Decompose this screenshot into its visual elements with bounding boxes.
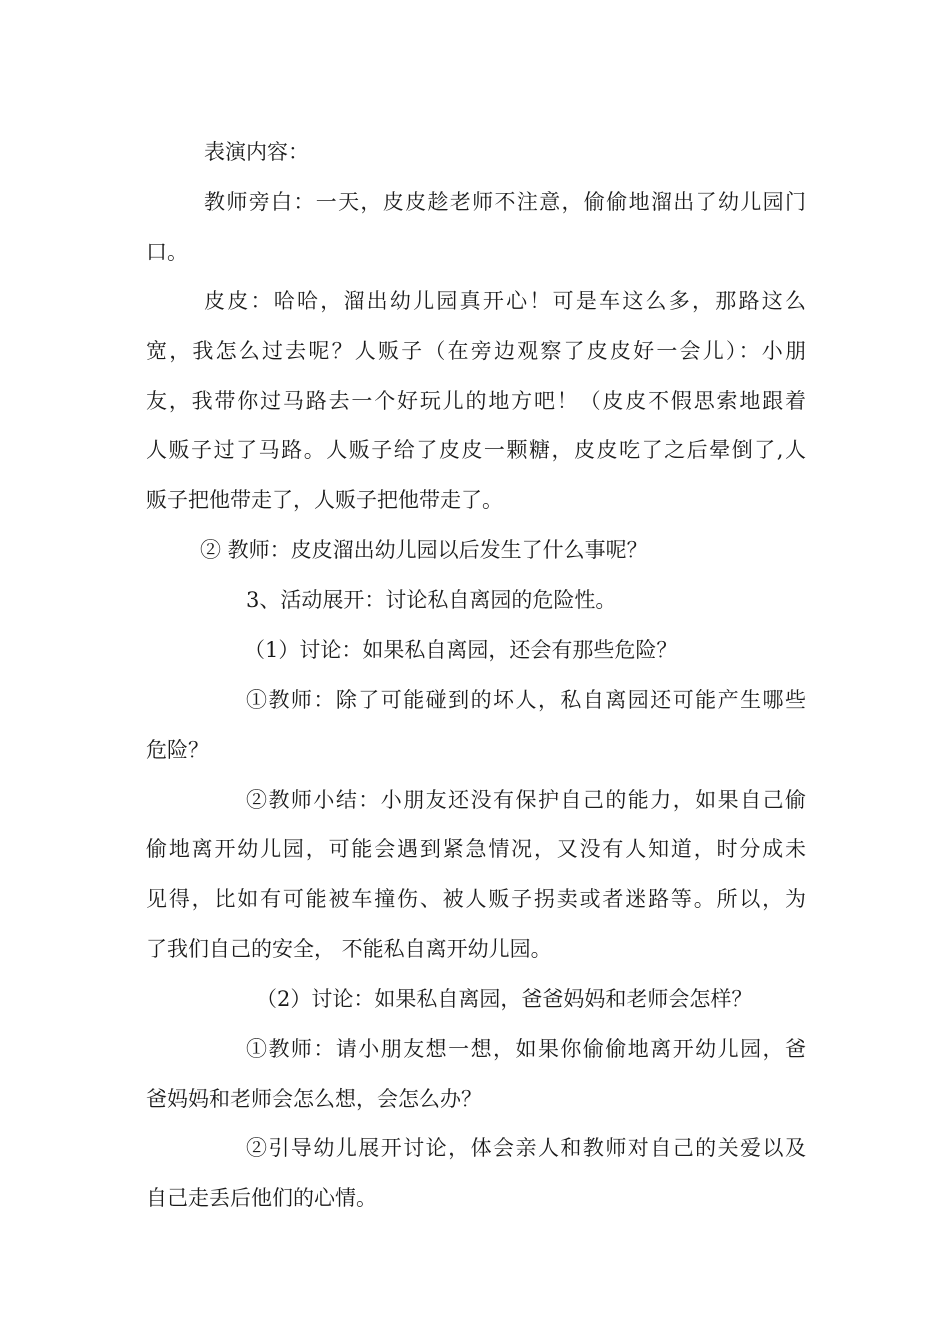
paragraph-line: 宽，我怎么过去呢？人贩子（在旁边观察了皮皮好一会儿）：小朋 <box>146 339 806 363</box>
section-heading: 3、活动展开：讨论私自离园的危险性。 <box>246 588 617 612</box>
paragraph-line: 了我们自己的安全， 不能私自离开幼儿园。 <box>146 937 552 961</box>
paragraph-line: 贩子把他带走了，人贩子把他带走了。 <box>146 488 503 512</box>
paragraph-line: 危险？ <box>146 738 209 762</box>
paragraph-line: ②引导幼儿展开讨论，体会亲人和教师对自己的关爱以及 <box>246 1136 806 1160</box>
paragraph-line: 人贩子过了马路。人贩子给了皮皮一颗糖，皮皮吃了之后晕倒了,人 <box>146 438 806 462</box>
paragraph-line: 见得，比如有可能被车撞伤、被人贩子拐卖或者迷路等。所以，为 <box>146 887 806 911</box>
paragraph-line: 自己走丢后他们的心情。 <box>146 1186 377 1210</box>
paragraph-line: 皮皮：哈哈，溜出幼儿园真开心！可是车这么多，那路这么 <box>204 289 806 313</box>
paragraph-line: ①教师：请小朋友想一想，如果你偷偷地离开幼儿园，爸 <box>246 1037 806 1061</box>
paragraph-line: ② 教师：皮皮溜出幼儿园以后发生了什么事呢？ <box>200 538 648 562</box>
paragraph-line: 友，我带你过马路去一个好玩儿的地方吧！（皮皮不假思索地跟着 <box>146 389 806 413</box>
subsection-heading: （2）讨论：如果私自离园，爸爸妈妈和老师会怎样？ <box>256 987 753 1011</box>
paragraph-line: 教师旁白：一天，皮皮趁老师不注意，偷偷地溜出了幼儿园门 <box>204 190 806 214</box>
paragraph-line: 爸妈妈和老师会怎么想，会怎么办？ <box>146 1087 482 1111</box>
paragraph-line: ①教师：除了可能碰到的坏人，私自离园还可能产生哪些 <box>246 688 806 712</box>
paragraph-line: ②教师小结：小朋友还没有保护自己的能力，如果自己偷 <box>246 788 806 812</box>
paragraph-line: 偷地离开幼儿园，可能会遇到紧急情况，又没有人知道，时分成未 <box>146 837 806 861</box>
section-heading: 表演内容： <box>204 140 309 164</box>
paragraph-line: 口。 <box>146 240 188 264</box>
subsection-heading: （1）讨论：如果私自离园，还会有那些危险？ <box>244 638 678 662</box>
